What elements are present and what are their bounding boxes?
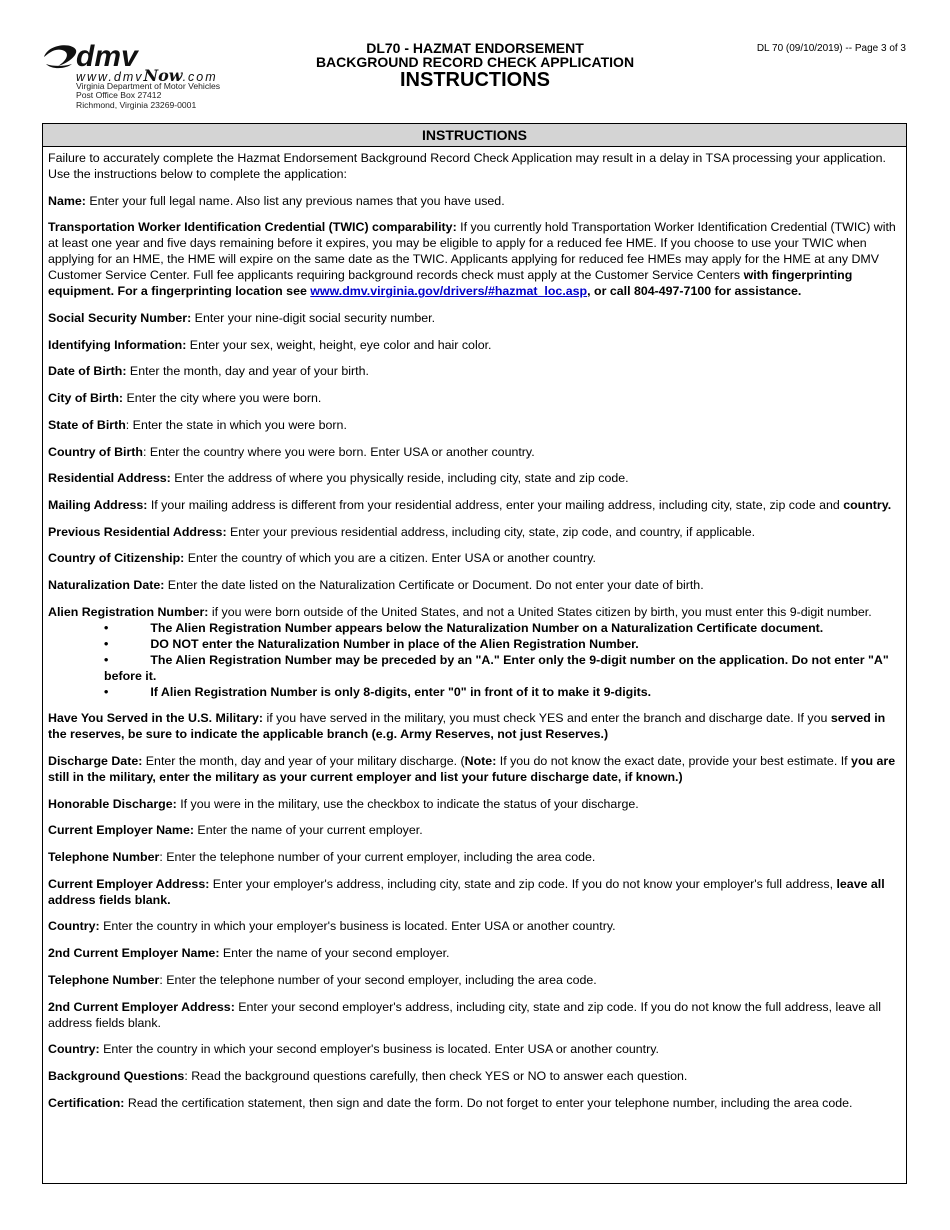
military-paragraph: Have You Served in the U.S. Military: if you have served in the military, you must check YES and enter the branch and discharge date. If you served in the reserves, be sure to indicate the applicable branch (e.g. Army Reserves, not just Reserves.) — [48, 711, 886, 742]
alien-registration-bullets — [48, 620, 902, 700]
instruction-item — [48, 444, 902, 460]
agency-line-3: Richmond, Virginia 23269-0001 — [76, 99, 197, 110]
instruction-text: Enter the month, day and year of your birth. — [126, 364, 369, 379]
instruction-item — [48, 1068, 902, 1084]
instruction-item — [48, 999, 902, 1031]
instruction-item — [48, 497, 902, 513]
agency-line-2: Post Office Box 27412 — [76, 90, 162, 101]
instruction-label: Residential Address: — [48, 471, 171, 486]
instruction-label: Certification: — [48, 1095, 125, 1110]
instruction-item — [48, 849, 902, 865]
instruction-label: 2nd Current Employer Name: — [48, 946, 220, 961]
instruction-label: Telephone Number — [48, 972, 160, 987]
bullet-item: • DO NOT enter the Naturalization Number in place of the Alien Registration Number. — [104, 636, 639, 651]
instruction-item — [48, 1041, 902, 1057]
instruction-item — [48, 363, 902, 379]
alien-registration-paragraph: Alien Registration Number: if you were born outside of the United States, and not a United States citizen by birth, you must enter this 9-digit number. — [48, 604, 872, 619]
instruction-item — [48, 390, 902, 406]
instruction-text: Enter your second employer's address, including city, state and zip code. If you do not know the full address, leave all address fields blank. — [48, 999, 881, 1030]
intro-paragraph: Failure to accurately complete the Hazmat Endorsement Background Record Check Application may result in a delay in TSA processing your application. Use the instructions below to complete the application: — [48, 151, 886, 181]
discharge-date-paragraph: Discharge Date: Enter the month, day and year of your military discharge. (Note: If you do not know the exact date, provide your best estimate. If you are still in the military, enter the military as your current employer and list your future discharge date, if known.) — [48, 754, 896, 784]
instruction-label: Mailing Address: — [48, 497, 148, 512]
instruction-label: Current Employer Name: — [48, 823, 194, 838]
instruction-item — [48, 550, 902, 566]
instruction-label: City of Birth: — [48, 391, 124, 406]
instruction-label: State of Birth — [48, 417, 126, 432]
instruction-label: Current Employer Address: — [48, 876, 210, 891]
instruction-label: Telephone Number — [48, 850, 160, 865]
instruction-text: Enter your full legal name. Also list any previous names that you have used. — [85, 193, 505, 208]
instruction-label: Country: — [48, 919, 100, 934]
instruction-label: Naturalization Date: — [48, 577, 165, 592]
instruction-label: Social Security Number: — [48, 311, 192, 326]
instruction-label: Previous Residential Address: — [48, 524, 227, 539]
instruction-text: : Enter the country where you were born. Enter USA or another country. — [142, 444, 535, 459]
instruction-label: Background Questions — [48, 1068, 185, 1083]
instruction-item — [48, 796, 902, 812]
instruction-label: Honorable Discharge: — [48, 796, 177, 811]
instruction-text: Enter your employer's address, including city, state and zip code. If you do not know your employer's full address, — [209, 876, 837, 891]
instruction-item — [48, 876, 902, 908]
agency-address — [76, 82, 220, 110]
instruction-label: Date of Birth: — [48, 364, 127, 379]
instruction-emphasis: leave all address fields blank. — [48, 876, 885, 907]
logo-wordmark: dmv — [76, 42, 138, 72]
instruction-text: Enter the country in which your second employer's business is located. Enter USA or another country. — [99, 1042, 659, 1057]
instruction-text: : Enter the telephone number of your current employer, including the area code. — [159, 850, 596, 865]
instruction-item — [48, 193, 902, 209]
instruction-text: Read the certification statement, then sign and date the form. Do not forget to enter your telephone number, including the area code. — [124, 1095, 853, 1110]
instruction-text: Enter the city where you were born. — [123, 391, 322, 406]
title-line-2: BACKGROUND RECORD CHECK APPLICATION — [315, 54, 635, 70]
instruction-item — [48, 822, 902, 838]
instruction-item — [48, 470, 902, 486]
instruction-item — [48, 945, 902, 961]
agency-line-1: Virginia Department of Motor Vehicles — [76, 81, 221, 91]
instruction-text: Enter your sex, weight, height, eye color and hair color. — [186, 337, 492, 352]
instruction-label: 2nd Current Employer Address: — [48, 999, 235, 1014]
bullet-item: • The Alien Registration Number appears below the Naturalization Number on a Naturalization Certificate document. — [104, 620, 824, 635]
instruction-text: : Enter the state in which you were born. — [125, 417, 347, 432]
instruction-item — [48, 972, 902, 988]
logo-url: www.dmvNow.com — [76, 66, 218, 85]
instruction-item — [48, 577, 902, 593]
instruction-text: Enter the country in which your employer's business is located. Enter USA or another country. — [99, 919, 616, 934]
instruction-label: Country of Citizenship: — [48, 551, 185, 566]
page-header — [0, 0, 950, 120]
instruction-text: Enter the address of where you physically reside, including city, state and zip code. — [170, 471, 629, 486]
title-line-1: DL70 - HAZMAT ENDORSEMENT — [366, 40, 584, 56]
bullet-item: • The Alien Registration Number may be preceded by an "A." Enter only the 9-digit number on the application. Do not enter "A" before it. — [104, 652, 889, 683]
instruction-text: Enter your nine-digit social security number. — [191, 311, 436, 326]
instruction-text: If your mailing address is different from your residential address, enter your mailing address, including city, state, zip code and — [147, 497, 844, 512]
section-heading: INSTRUCTIONS — [43, 124, 906, 147]
instruction-label: Identifying Information: — [48, 337, 187, 352]
instructions-box — [42, 123, 907, 1184]
instruction-item — [48, 1095, 902, 1111]
dmv-now-logo — [42, 42, 262, 114]
instruction-text: Enter the name of your second employer. — [219, 946, 450, 961]
instruction-item — [48, 918, 902, 934]
instruction-item — [48, 524, 902, 540]
instruction-text: Enter the name of your current employer. — [193, 823, 423, 838]
instruction-item — [48, 310, 902, 326]
instruction-text: Enter the date listed on the Naturalization Certificate or Document. Do not enter your date of birth. — [164, 577, 704, 592]
instruction-item — [48, 337, 902, 353]
instruction-label: Country: — [48, 1042, 100, 1057]
instruction-text: : Enter the telephone number of your second employer, including the area code. — [159, 972, 597, 987]
instruction-item — [48, 417, 902, 433]
form-id-page-number: DL 70 (09/10/2019) -- Page 3 of 3 — [756, 43, 906, 54]
fingerprint-location-link[interactable]: www.dmv.virginia.gov/drivers/#hazmat_loc.asp — [310, 284, 588, 299]
form-title — [250, 41, 700, 91]
bullet-item: • If Alien Registration Number is only 8-digits, enter "0" in front of it to make it 9-digits. — [104, 684, 652, 699]
instruction-emphasis: country. — [843, 497, 892, 512]
instruction-text: : Read the background questions carefully, then check YES or NO to answer each question. — [184, 1068, 688, 1083]
instruction-text: If you were in the military, use the checkbox to indicate the status of your discharge. — [176, 796, 639, 811]
instruction-text: Enter your previous residential address, including city, state, zip code, and country, if applicable. — [226, 524, 756, 539]
instruction-label: Country of Birth — [48, 444, 143, 459]
title-line-3: INSTRUCTIONS — [400, 69, 550, 91]
instructions-content — [43, 147, 906, 1111]
instruction-text: Enter the country of which you are a citizen. Enter USA or another country. — [184, 551, 596, 566]
twic-paragraph: Transportation Worker Identification Credential (TWIC) comparability: If you currently hold Transportation Worker Identification Credential (TWIC) with at least one year and five days remaining before it expires, you may be eligible to apply for a reduced fee HME. If you choose to use your TWIC when applying for an HME, the HME will expire on the same date as the TWIC. Applicants applying for reduced fee HMEs may apply for the HME at any DMV Customer Service Center. Full fee applicants requiring background records check must apply at the Customer Service Centers with fingerprinting equipment. For a fingerprinting location see www.dmv.virginia.gov/drivers/#hazmat_loc.asp, or call 804-497-7100 for assistance. — [48, 220, 896, 299]
instruction-label: Name: — [48, 193, 86, 208]
